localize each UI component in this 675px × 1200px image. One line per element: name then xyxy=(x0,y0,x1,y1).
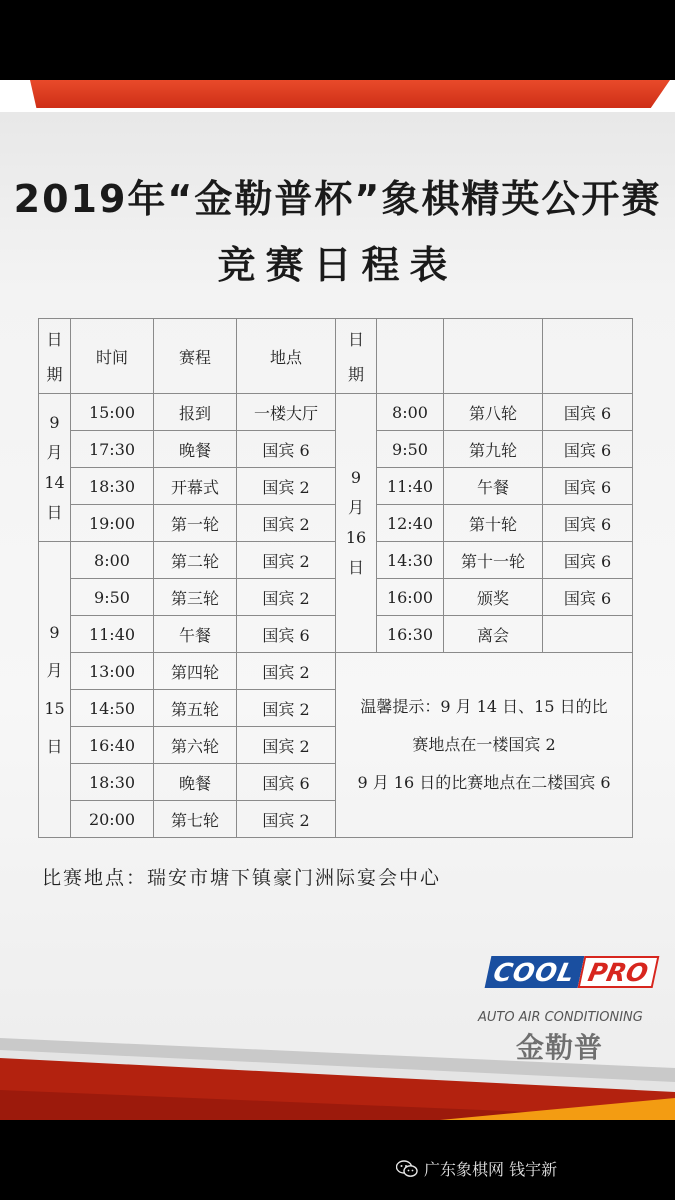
time-cell: 8:00 xyxy=(377,394,444,431)
date-char: 日 xyxy=(347,558,364,577)
time-cell: 14:50 xyxy=(71,690,154,727)
poster xyxy=(0,80,675,1120)
place-cell: 国宾 6 xyxy=(543,431,633,468)
coolpro-logo xyxy=(485,956,651,988)
event-cell: 第三轮 xyxy=(154,579,237,616)
header-date-char: 日 xyxy=(347,330,364,349)
header-empty xyxy=(377,319,444,394)
poster-title: 2019年“金勒普杯”象棋精英公开赛 xyxy=(13,177,662,221)
event-cell: 第四轮 xyxy=(154,653,237,690)
header-date-char: 期 xyxy=(347,365,364,384)
poster-subtitle: 竞赛日程表 xyxy=(217,243,458,287)
place-cell: 国宾 2 xyxy=(237,690,336,727)
time-cell: 13:00 xyxy=(71,653,154,690)
place-cell: 一楼大厅 xyxy=(237,394,336,431)
logo-brand: 金勒普 xyxy=(516,1031,604,1064)
event-cell: 第十轮 xyxy=(444,505,543,542)
date-cell-16 xyxy=(336,394,377,653)
logo-cool-text: COOL xyxy=(485,956,585,988)
time-cell: 17:30 xyxy=(71,431,154,468)
event-cell: 第二轮 xyxy=(154,542,237,579)
date-cell-14 xyxy=(39,394,71,542)
date-char: 15 xyxy=(44,698,65,718)
header-empty xyxy=(444,319,543,394)
watermark xyxy=(396,1157,557,1180)
date-char: 16 xyxy=(345,528,367,547)
place-cell: 国宾 6 xyxy=(237,431,336,468)
logo-tagline: AUTO AIR CONDITIONING xyxy=(478,1010,643,1025)
date-char: 日 xyxy=(46,502,63,522)
venue-text: 比赛地点：瑞安市塘下镇豪门洲际宴会中心 xyxy=(42,867,442,889)
header-date-left xyxy=(39,319,71,394)
date-char: 月 xyxy=(46,660,63,680)
date-char: 9 xyxy=(350,468,362,487)
date-cell-15 xyxy=(39,542,71,838)
event-cell: 晚餐 xyxy=(154,764,237,801)
wechat-icon xyxy=(396,1160,418,1178)
place-cell: 国宾 6 xyxy=(237,764,336,801)
notice-cell xyxy=(336,653,633,838)
time-cell: 18:30 xyxy=(71,468,154,505)
header-time: 时间 xyxy=(71,319,154,394)
date-char: 9 xyxy=(49,622,60,642)
header-event: 赛程 xyxy=(154,319,237,394)
header-date-char: 期 xyxy=(46,365,63,384)
time-cell: 11:40 xyxy=(71,616,154,653)
time-cell: 15:00 xyxy=(71,394,154,431)
place-cell: 国宾 6 xyxy=(237,616,336,653)
time-cell: 9:50 xyxy=(71,579,154,616)
event-cell: 午餐 xyxy=(154,616,237,653)
notice-line: 温馨提示：9 月 14 日、15 日的比 xyxy=(360,697,608,716)
table-row xyxy=(39,653,633,690)
event-cell: 报到 xyxy=(154,394,237,431)
time-cell: 16:00 xyxy=(377,579,444,616)
event-cell: 第八轮 xyxy=(444,394,543,431)
header-row xyxy=(39,319,633,394)
event-cell: 晚餐 xyxy=(154,431,237,468)
place-cell: 国宾 2 xyxy=(237,542,336,579)
event-cell: 第九轮 xyxy=(444,431,543,468)
date-char: 日 xyxy=(46,736,63,756)
place-cell: 国宾 6 xyxy=(543,394,633,431)
time-cell: 20:00 xyxy=(71,801,154,838)
logo-pro-text: PRO xyxy=(577,956,659,988)
date-char: 14 xyxy=(44,472,65,492)
place-cell xyxy=(543,616,633,653)
time-cell: 9:50 xyxy=(377,431,444,468)
time-cell: 12:40 xyxy=(377,505,444,542)
header-place: 地点 xyxy=(237,319,336,394)
time-cell: 19:00 xyxy=(71,505,154,542)
table-row xyxy=(39,394,633,431)
event-cell: 颁奖 xyxy=(444,579,543,616)
date-char: 月 xyxy=(46,442,63,462)
event-cell: 午餐 xyxy=(444,468,543,505)
place-cell: 国宾 6 xyxy=(543,542,633,579)
date-char: 9 xyxy=(49,412,60,432)
place-cell: 国宾 2 xyxy=(237,653,336,690)
time-cell: 14:30 xyxy=(377,542,444,579)
place-cell: 国宾 2 xyxy=(237,579,336,616)
event-cell: 第一轮 xyxy=(154,505,237,542)
time-cell: 16:30 xyxy=(377,616,444,653)
place-cell: 国宾 2 xyxy=(237,468,336,505)
header-empty xyxy=(543,319,633,394)
event-cell: 开幕式 xyxy=(154,468,237,505)
time-cell: 16:40 xyxy=(71,727,154,764)
event-cell: 第七轮 xyxy=(154,801,237,838)
place-cell: 国宾 2 xyxy=(237,505,336,542)
place-cell: 国宾 6 xyxy=(543,468,633,505)
schedule-table xyxy=(38,318,633,838)
watermark-text: 广东象棋网 钱宇新 xyxy=(424,1160,558,1179)
notice-line: 9 月 16 日的比赛地点在二楼国宾 6 xyxy=(357,773,611,792)
header-date-char: 日 xyxy=(46,330,63,349)
event-cell: 第十一轮 xyxy=(444,542,543,579)
place-cell: 国宾 6 xyxy=(543,579,633,616)
place-cell: 国宾 6 xyxy=(543,505,633,542)
top-red-stripe xyxy=(30,80,670,108)
event-cell: 第六轮 xyxy=(154,727,237,764)
place-cell: 国宾 2 xyxy=(237,801,336,838)
time-cell: 18:30 xyxy=(71,764,154,801)
event-cell: 第五轮 xyxy=(154,690,237,727)
place-cell: 国宾 2 xyxy=(237,727,336,764)
event-cell: 离会 xyxy=(444,616,543,653)
time-cell: 11:40 xyxy=(377,468,444,505)
header-date-right xyxy=(336,319,377,394)
date-char: 月 xyxy=(347,498,364,517)
time-cell: 8:00 xyxy=(71,542,154,579)
notice-line: 赛地点在一楼国宾 2 xyxy=(412,735,556,754)
